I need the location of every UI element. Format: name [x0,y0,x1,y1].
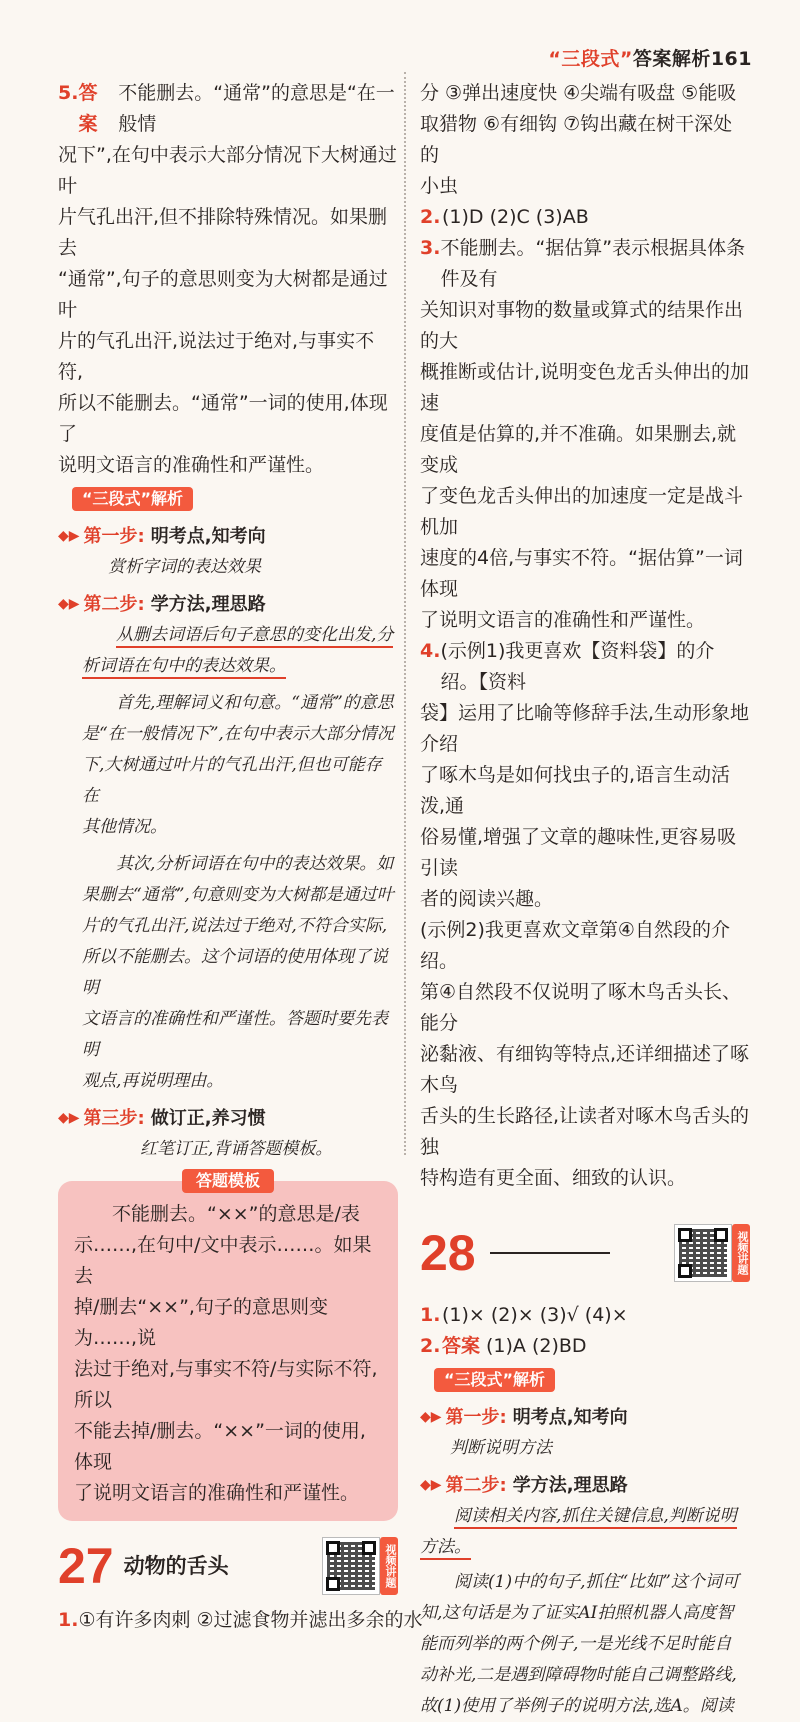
step-3-text: 做订正,养习惯 [150,1108,266,1129]
q2-number: 2. [420,206,441,228]
r-p1-line-2: 能而列举的两个例子,一是光线不足时能自 [420,1634,732,1654]
q3 [420,233,750,636]
lesson-28-a1 [420,1300,750,1331]
r-step-2-label: 第二步: [445,1475,507,1496]
step-2-lead [58,620,398,682]
lesson-28-title-blank [490,1252,610,1254]
analysis-tag: “三段式”解析 [72,487,193,511]
q2 [420,202,750,233]
qr-code-icon[interactable] [322,1537,380,1595]
left-column [58,78,423,1636]
q3-number: 3. [420,237,441,259]
q4-ex2-line-2: 泌黏液、有细钩等特点,还详细描述了啄木鸟 [420,1043,750,1096]
template-line-0: 不能删去。“××”的意思是/表 [112,1203,360,1225]
step-3-label: 第三步: [83,1108,145,1129]
q4-ex2-line-4: 特构造有更全面、细致的认识。 [420,1167,687,1189]
column-divider [404,72,406,1155]
r-step-2 [420,1470,750,1501]
r-p1-line-0: 阅读(1)中的句子,抓住“比如”这个词可 [454,1572,739,1592]
q3-line-4: 了变色龙舌头伸出的加速度一定是战斗机加 [420,485,744,538]
p2-line-3: 所以不能删去。这个词语的使用体现了说明 [82,947,388,998]
q3-line-5: 速度的4倍,与事实不符。“据估算”一词体现 [420,547,743,600]
step-3 [58,1103,398,1134]
q1-cont-line-2: 小虫 [420,175,459,197]
q4-line-0: (示例1)我更喜欢【资料袋】的介绍。【资料 [440,640,715,693]
a2-text: (1)A (2)BD [486,1335,587,1357]
q1-text: ①有许多肉刺 ②过滤食物并滤出多余的水 [78,1609,423,1631]
p1-line-3: 其他情况。 [82,817,167,837]
r-lead-line-1: 阅读相关内容,抓住关键信息,判断说明 [454,1506,737,1529]
q1-continued [420,78,750,202]
q5-line-3: “通常”,句子的意思则变为大树都是通过叶 [58,268,388,321]
lesson-27-header [58,1537,398,1595]
template-title: 答题模板 [182,1169,274,1193]
p2-line-0: 其次,分析词语在句中的表达效果。如 [116,854,394,874]
lesson-28-number: 28 [420,1225,476,1281]
q1-cont-line-0: 分 ③弹出速度快 ④尖端有吸盘 ⑤能吸 [420,82,737,104]
r-step-2-text: 学方法,理思路 [512,1475,628,1496]
q4-number: 4. [420,640,441,662]
r-step-1 [420,1402,750,1433]
q5-number: 5. [58,82,79,104]
r-step-1-label: 第一步: [445,1407,507,1428]
step-3-note: 红笔订正,背诵答题模板。 [140,1139,333,1159]
q1-number: 1. [58,1609,79,1631]
r-step-1-text: 明考点,知考向 [512,1407,628,1428]
r-lead-line-2: 方法。 [420,1537,471,1560]
lesson-28-a2 [420,1331,750,1362]
q3-line-3: 度值是估算的,并不准确。如果删去,就变成 [420,423,737,476]
step-2-para-1 [58,688,398,843]
p2-line-4: 文语言的准确性和严谨性。答题时要先表明 [82,1009,388,1060]
q3-line-1: 关知识对事物的数量或算式的结果作出的大 [420,299,744,352]
template-line-4: 不能去掉/删去。“××”一词的使用,体现 [74,1420,366,1473]
p2-line-1: 果删去“通常”,句意则变为大树都是通过叶 [82,885,394,905]
step-arrow-icon: ◆▶ [58,596,80,612]
template-line-2: 掉/删去“××”,句子的意思则变为……,说 [74,1296,328,1349]
step-1-note: 赏析字词的表达效果 [108,557,261,577]
r-step-2-para [420,1567,750,1722]
right-column [420,78,750,1722]
step-1-label: 第一步: [83,526,145,547]
step-arrow-icon: ◆▶ [58,528,80,544]
a2-label: 答案 [442,1335,481,1357]
q5-answer [58,78,398,481]
p1-line-1: 是“在一般情况下”,在句中表示大部分情况 [82,724,394,744]
q4-line-1: 袋】运用了比喻等修辞手法,生动形象地介绍 [420,702,750,755]
video-scan-tag: 视频讲题 [380,1537,398,1595]
q5-line-6: 说明文语言的准确性和严谨性。 [58,454,325,476]
template-line-5: 了说明文语言的准确性和严谨性。 [74,1482,360,1504]
qr-code-icon[interactable] [674,1224,732,1282]
a2-number: 2. [420,1335,441,1357]
q5-line-0: 不能删去。“通常”的意思是“在一般情 [118,82,395,135]
step-arrow-icon: ◆▶ [420,1477,442,1493]
video-scan-tag: 视频讲题 [732,1224,750,1282]
q5-label: 答案 [78,82,98,135]
p2-line-2: 片的气孔出汗,说法过于绝对,不符合实际, [82,916,388,936]
header-brand: “三段式” [548,48,633,70]
p1-line-2: 下,大树通过叶片的气孔出汗,但也可能存在 [82,755,382,806]
q5-line-2: 片气孔出汗,但不排除特殊情况。如果删去 [58,206,388,259]
page-number: 161 [710,48,752,70]
r-p1-line-3: 动补光,二是遇到障碍物时能自己调整路线, [420,1665,737,1685]
q4-ex2-line-0: (示例2)我更喜欢文章第④自然段的介绍。 [420,919,730,972]
q2-text: (1)D (2)C (3)AB [442,206,589,228]
r-step-1-note: 判断说明方法 [450,1438,552,1458]
step-2-text: 学方法,理思路 [150,594,266,615]
lesson-27-title: 动物的舌头 [123,1553,229,1578]
a1-number: 1. [420,1304,441,1326]
analysis-tag: “三段式”解析 [434,1368,555,1392]
step-arrow-icon: ◆▶ [420,1409,442,1425]
q4-line-2: 了啄木鸟是如何找虫子的,语言生动活泼,通 [420,764,731,817]
q5-line-5: 所以不能删去。“通常”一词的使用,体现了 [58,392,388,445]
lesson-28-header [420,1224,750,1282]
step-1 [58,521,398,552]
step-2-lead-line-1: 从删去词语后句子意思的变化出发,分 [116,625,393,648]
step-2-label: 第二步: [83,594,145,615]
step-2-lead-line-2: 析词语在句中的表达效果。 [82,656,286,679]
lesson-27-number: 27 [58,1538,114,1594]
q4-ex2-line-3: 舌头的生长路径,让读者对啄木鸟舌头的独 [420,1105,750,1158]
q4-line-4: 者的阅读兴趣。 [420,888,554,910]
header-subtitle: 答案解析 [632,48,711,70]
q5-line-4: 片的气孔出汗,说法过于绝对,与事实不符, [58,330,375,383]
p2-line-5: 观点,再说明理由。 [82,1071,224,1091]
answer-template [58,1171,398,1521]
q3-line-6: 了说明文语言的准确性和严谨性。 [420,609,706,631]
step-1-text: 明考点,知考向 [150,526,266,547]
step-2 [58,589,398,620]
step-2-para-2 [58,849,398,1097]
q4-line-3: 俗易懂,增强了文章的趣味性,更容易吸引读 [420,826,737,879]
p1-line-0: 首先,理解词义和句意。“通常”的意思 [116,693,394,713]
page-header [548,44,752,75]
lesson-27-q1 [58,1605,423,1636]
template-line-3: 法过于绝对,与事实不符/与实际不符,所以 [74,1358,378,1411]
step-arrow-icon: ◆▶ [58,1110,80,1126]
r-p1-line-4: 故(1)使用了举例子的说明方法,选A。阅读 [420,1696,734,1716]
template-line-1: 示……,在句中/文中表示……。如果去 [74,1234,372,1287]
q5-line-1: 况下”,在句中表示大部分情况下大树通过叶 [58,144,397,197]
q4-ex2-line-1: 第④自然段不仅说明了啄木鸟舌头长、能分 [420,981,742,1034]
r-p1-line-1: 知,这句话是为了证实AI拍照机器人高度智 [420,1603,734,1623]
q3-line-2: 概推断或估计,说明变色龙舌头伸出的加速 [420,361,750,414]
q1-cont-line-1: 取猎物 ⑥有细钩 ⑦钩出藏在树干深处的 [420,113,733,166]
a1-text: (1)× (2)× (3)√ (4)× [442,1304,628,1326]
r-step-2-lead [420,1501,750,1563]
q4 [420,636,750,1194]
q3-line-0: 不能删去。“据估算”表示根据具体条件及有 [440,237,746,290]
